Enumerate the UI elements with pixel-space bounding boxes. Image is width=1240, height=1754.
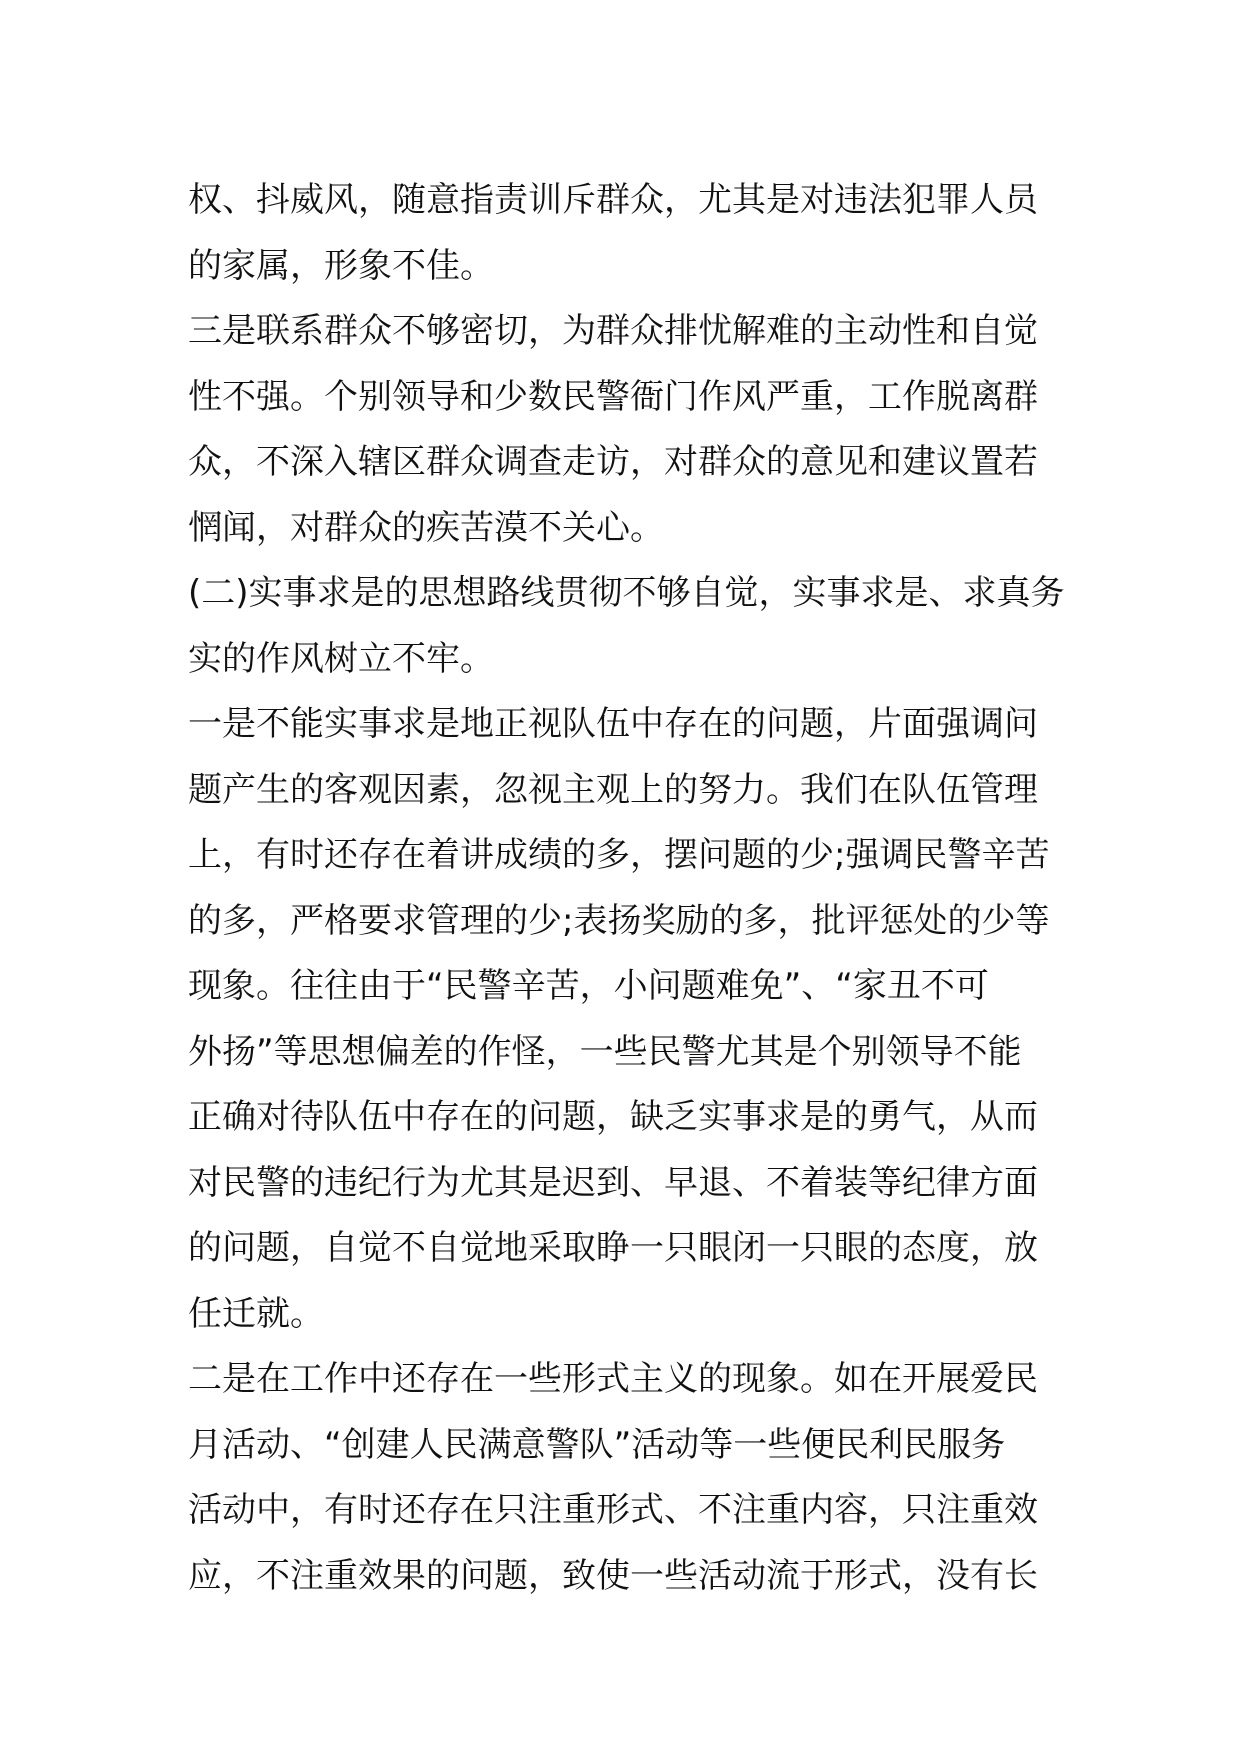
text-line-8: 实的作风树立不牢。 (188, 638, 494, 679)
text-line-10: 题产生的客观因素，忽视主观上的努力。我们在队伍管理 (188, 769, 1038, 810)
text-line-20: 月活动、“创建人民满意警队”活动等一些便民利民服务 (188, 1424, 1006, 1465)
text-line-6: 惘闻，对群众的疾苦漠不关心。 (188, 507, 664, 548)
text-line-12: 的多，严格要求管理的少;表扬奖励的多，批评惩处的少等 (188, 900, 1050, 941)
text-line-19: 二是在工作中还存在一些形式主义的现象。如在开展爱民 (188, 1359, 1038, 1399)
text-line-13: 现象。往往由于“民警辛苦，小问题难免”、“家丑不可 (188, 966, 989, 1006)
document-body (188, 168, 1065, 1609)
text-line-11: 上，有时还存在着讲成绩的多，摆问题的少;强调民警辛苦 (188, 835, 1050, 875)
text-line-21: 活动中，有时还存在只注重形式、不注重内容，只注重效 (188, 1490, 1038, 1530)
text-line-22: 应，不注重效果的问题，致使一些活动流于形式，没有长 (188, 1555, 1038, 1596)
text-line-5: 众，不深入辖区群众调查走访，对群众的意见和建议置若 (188, 442, 1038, 482)
text-line-15: 正确对待队伍中存在的问题，缺乏实事求是的勇气，从而 (188, 1097, 1038, 1137)
text-line-4: 性不强。个别领导和少数民警衙门作风严重，工作脱离群 (188, 376, 1038, 417)
text-line-17: 的问题，自觉不自觉地采取睁一只眼闭一只眼的态度，放 (188, 1228, 1038, 1268)
text-line-18: 任迁就。 (188, 1293, 324, 1334)
text-line-14: 外扬”等思想偏差的作怪，一些民警尤其是个别领导不能 (188, 1031, 1022, 1072)
text-line-1: 权、抖威风，随意指责训斥群众，尤其是对违法犯罪人员 (188, 180, 1038, 220)
text-line-9: 一是不能实事求是地正视队伍中存在的问题，片面强调问 (188, 704, 1038, 744)
text-line-2: 的家属，形象不佳。 (188, 245, 494, 286)
text-line-3: 三是联系群众不够密切，为群众排忧解难的主动性和自觉 (188, 311, 1038, 351)
text-line-7: (二)实事求是的思想路线贯彻不够自觉，实事求是、求真务 (188, 573, 1065, 613)
text-line-16: 对民警的违纪行为尤其是迟到、早退、不着装等纪律方面 (188, 1162, 1038, 1203)
